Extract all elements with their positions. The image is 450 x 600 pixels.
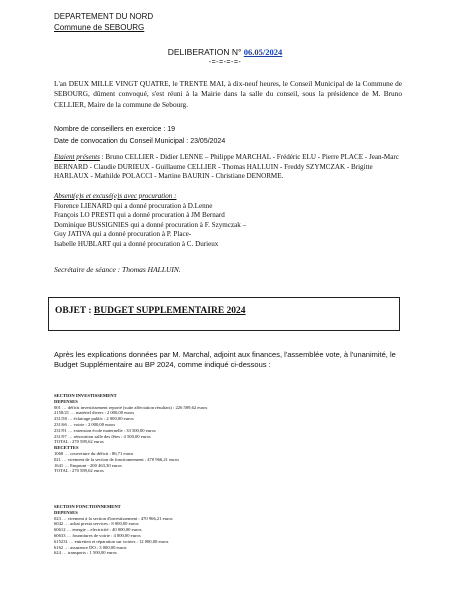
budget-line: 001 … déficit investissement reporté (suite affectation résultats) : 226 589,62 euros xyxy=(54,404,208,410)
absent-line: Dominique BUSSIGNIES qui a donné procuration à F. Szymczak – xyxy=(54,220,247,229)
budget-total: TOTAL : 270 589,62 euros xyxy=(54,468,104,474)
separator: -=-=-=-=- xyxy=(208,59,242,66)
budget-line: 60633 … fournitures de voirie : 4 000,00 euros xyxy=(54,532,141,538)
budget-line: 231/58 … éclairage public : 2 000,00 euros xyxy=(54,416,134,422)
budget-line: 615231 … entretien et réparation sur voiries : 12 000,00 euros xyxy=(54,538,169,544)
section-title: SECTION FONCTIONNEMENT xyxy=(54,504,121,509)
absent-line: Florence LIENARD qui a donné procuration à D.Lenne xyxy=(54,201,213,210)
deliberation-prefix: DELIBERATION N° xyxy=(167,47,242,57)
absent-line: Guy JATIVA qui a donné procuration à P. Place- xyxy=(54,230,192,239)
absent-line: François LO PRESTI qui a donné procuration à JM Bernard xyxy=(54,211,225,220)
recettes-title: RECETTES xyxy=(54,445,79,451)
intro-paragraph: L'an DEUX MILLE VINGT QUATRE, le TRENTE MAI, à dix-neuf heures, le Conseil Municipal de la Commune de SEBOURG, dûment convoqué, s'est réuni à la Mairie dans la salle du conseil, sous la présidence de M. Bruno CELLIER, Maire de la commune de Sebourg. xyxy=(54,79,402,109)
secretaire-seance: Secrétaire de séance : Thomas HALLUIN. xyxy=(54,265,181,274)
budget-line: 023 … virement à la section d'investissement : 470 966,21 euros xyxy=(54,515,173,521)
counts-block xyxy=(54,124,225,147)
objet-heading xyxy=(55,306,246,316)
budget-line: 624 … transports : 1 500,00 euros xyxy=(54,550,117,556)
budget-line: 6042 … achat presta services : 8 000,00 euros xyxy=(54,521,139,527)
presents-block xyxy=(54,153,402,182)
section-fonctionnement xyxy=(54,504,173,556)
absents-block xyxy=(54,192,402,250)
depenses-title: DEPENSES xyxy=(54,398,78,404)
budget-line: 6162 … assurance DO : 3 000,00 euros xyxy=(54,544,127,550)
budget-line: 021 … virement de la section de fonctionnement : 470 966,21 euros xyxy=(54,456,180,462)
budget-line: 1068 … couverture du déficit : 86,71 euros xyxy=(54,450,134,456)
absents-label: Absent(e)s et excusé(e)s avec procuration : xyxy=(54,192,177,200)
section-title: SECTION INVESTISSEMENT xyxy=(54,393,117,398)
presents-names: : Bruno CELLIER - Didier LENNE – Philippe MARCHAL - Frédéric ELU - Pierre PLACE - Jean-Marc BERNARD - Claudie DURIEUX - Guillaume CELLIER - Thomas HALLUIN - Freddy SZYMCZAK - Brigitte HARLAUX - Mathilde POLACCI - Martine BAURIN - Christiane DENORME. xyxy=(54,153,399,181)
department-name: DEPARTEMENT DU NORD xyxy=(54,12,154,21)
budget-line: 2158/21 … matériel divers : 2 000,00 euros xyxy=(54,410,135,416)
department-header xyxy=(54,12,153,33)
depenses-title: DEPENSES xyxy=(54,509,78,515)
budget-line: 231/91 … extension école maternelle : 33 500,00 euros xyxy=(54,427,156,433)
budget-line: 231/97 … rénovation salle des fêtes : 4 500,00 euros xyxy=(54,433,151,439)
objet-box xyxy=(48,297,400,331)
presents-label: Etaient présents xyxy=(54,153,100,161)
deliberation-number: 06.05/2024 xyxy=(243,47,283,57)
decision-paragraph: Après les explications données par M. Marchal, adjoint aux finances, l'assemblée vote, à l'unanimité, le Budget Supplémentaire au BP 2024, comme indiqué ci-dessous : xyxy=(54,350,396,370)
budget-line: 1641 … Emprunt - 200 463,30 euros xyxy=(54,462,122,468)
conseillers-count: Nombre de conseillers en exercice : 19 xyxy=(54,126,176,133)
commune-name: Commune de SEBOURG xyxy=(54,22,145,32)
absent-line: Isabelle HUBLART qui a donné procuration à C. Durieux xyxy=(54,239,219,248)
objet-label: OBJET : xyxy=(55,306,94,316)
budget-line: 231/66 … voirie : 2 000,00 euros xyxy=(54,421,116,427)
convocation-date: Date de convocation du Conseil Municipal : 23/05/2024 xyxy=(54,137,226,145)
budget-line: 60612 … energie – electricité : 40 000,00 euros xyxy=(54,527,142,533)
budget-total: TOTAL : 270 589,62 euros xyxy=(54,439,104,445)
section-investissement xyxy=(54,393,207,474)
objet-title: BUDGET SUPPLEMENTAIRE 2024 xyxy=(93,306,246,316)
deliberation-title xyxy=(0,47,450,57)
